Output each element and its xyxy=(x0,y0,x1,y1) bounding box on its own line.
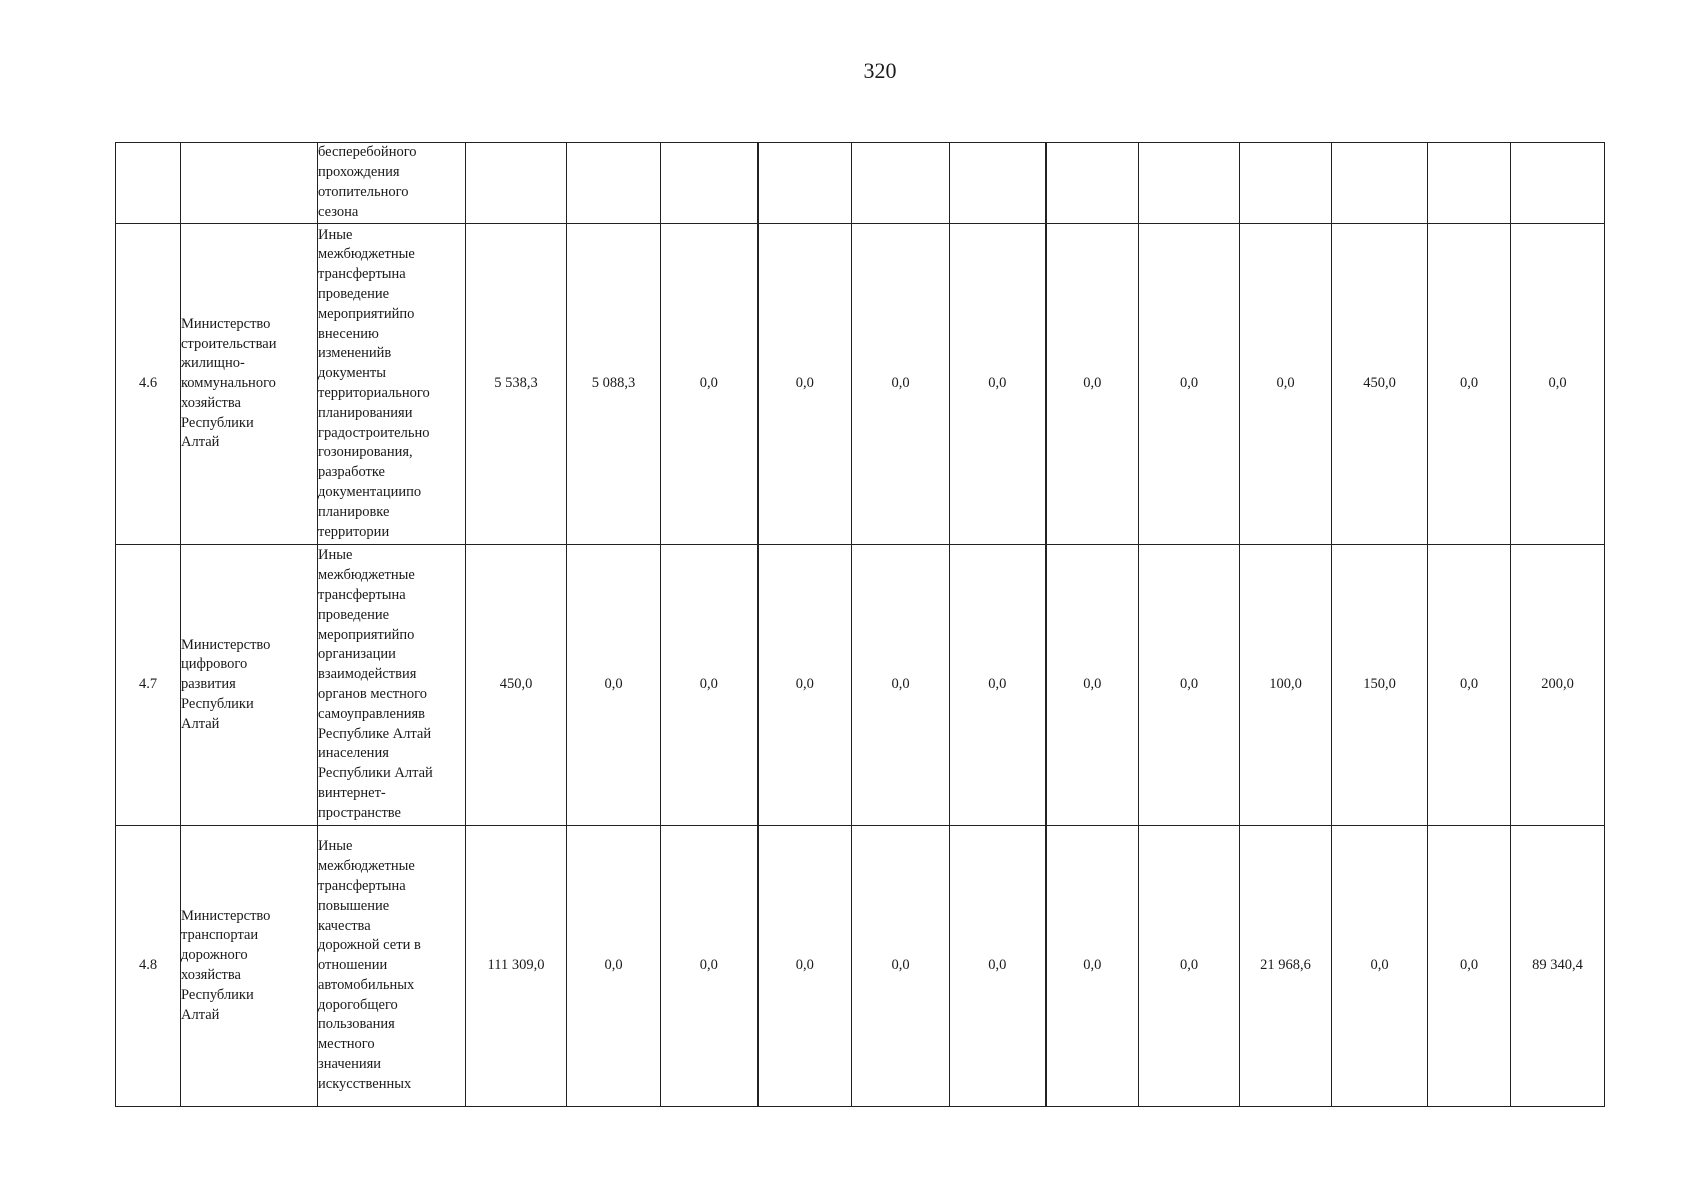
description-line: Республики Алтай xyxy=(318,765,433,782)
cell-id: 4.8 xyxy=(116,826,181,1107)
description-line: пространстве xyxy=(318,804,401,821)
description-line: бесперебойного xyxy=(318,144,417,161)
description-line: искусственных xyxy=(318,1075,412,1092)
cell-value: 0,0 xyxy=(1139,224,1240,545)
description-line: разработке xyxy=(318,464,385,481)
cell-value xyxy=(1139,143,1240,224)
cell-value: 0,0 xyxy=(1511,224,1605,545)
description-line: повышение xyxy=(318,897,390,914)
org-line: коммунального xyxy=(181,375,276,392)
description-line: прохождения xyxy=(318,164,400,181)
cell-description xyxy=(318,545,466,826)
cell-value: 0,0 xyxy=(950,224,1046,545)
description-line: Иные xyxy=(318,226,353,243)
description-line: внесению xyxy=(318,325,379,342)
cell-value: 5 538,3 xyxy=(466,224,567,545)
cell-value: 0,0 xyxy=(852,826,950,1107)
cell-value: 100,0 xyxy=(1240,545,1332,826)
org-line: Алтай xyxy=(181,1006,220,1023)
cell-org xyxy=(181,545,318,826)
cell-value: 0,0 xyxy=(852,224,950,545)
org-line: строительстваи xyxy=(181,335,277,352)
description-line: трансфертына xyxy=(318,266,406,283)
cell-value: 111 309,0 xyxy=(466,826,567,1107)
description-line: местного xyxy=(318,1036,375,1053)
cell-value: 0,0 xyxy=(852,545,950,826)
description-line: автомобильных xyxy=(318,976,415,993)
description-line: органов местного xyxy=(318,686,427,702)
cell-value xyxy=(1240,143,1332,224)
description-line: проведение xyxy=(318,606,390,623)
description-line: качества xyxy=(318,917,371,934)
cell-value: 5 088,3 xyxy=(567,224,661,545)
description-line: измененийв xyxy=(318,345,392,362)
cell-value: 0,0 xyxy=(1139,826,1240,1107)
page-number: 320 xyxy=(863,58,897,83)
cell-value: 0,0 xyxy=(661,545,758,826)
description-line: винтернет- xyxy=(318,784,386,801)
description-line: инаселения xyxy=(318,745,389,762)
cell-value xyxy=(950,143,1046,224)
cell-description xyxy=(318,224,466,545)
org-line: Министерство xyxy=(181,636,271,653)
org-line: Алтай xyxy=(181,715,220,732)
description-line: документациипо xyxy=(318,483,422,500)
cell-value: 0,0 xyxy=(758,224,852,545)
description-line: мероприятийпо xyxy=(318,305,415,322)
org-line: Министерство xyxy=(181,315,271,332)
org-line: хозяйства xyxy=(181,394,241,411)
description-line: трансфертына xyxy=(318,877,406,894)
description-line: дорожной сети в xyxy=(318,937,421,954)
cell-value: 0,0 xyxy=(1240,224,1332,545)
table-row-continuation xyxy=(116,143,1605,224)
org-line: транспортаи xyxy=(181,927,259,944)
cell-value xyxy=(466,143,567,224)
cell-id xyxy=(116,143,181,224)
cell-value xyxy=(1511,143,1605,224)
cell-value xyxy=(1428,143,1511,224)
description-line: сезона xyxy=(318,203,359,220)
description-line: межбюджетные xyxy=(318,567,415,584)
cell-value xyxy=(852,143,950,224)
description-line: межбюджетные xyxy=(318,246,415,263)
cell-value: 0,0 xyxy=(1046,545,1139,826)
table-row xyxy=(116,224,1605,545)
description-line: Иные xyxy=(318,547,353,564)
description-line: Республике Алтай xyxy=(318,725,432,742)
description-line: трансфертына xyxy=(318,587,406,604)
budget-table xyxy=(115,142,1605,1107)
description-line: отношении xyxy=(318,957,388,974)
cell-value: 0,0 xyxy=(661,826,758,1107)
cell-value: 0,0 xyxy=(661,224,758,545)
cell-org xyxy=(181,826,318,1107)
cell-value: 0,0 xyxy=(1046,826,1139,1107)
description-line: взаимодействия xyxy=(318,666,417,683)
cell-value: 0,0 xyxy=(567,826,661,1107)
org-line: дорожного xyxy=(181,947,248,964)
org-line: цифрового xyxy=(181,656,248,673)
cell-value xyxy=(661,143,758,224)
cell-value: 0,0 xyxy=(950,545,1046,826)
description-line: планировке xyxy=(318,503,390,520)
cell-value: 450,0 xyxy=(466,545,567,826)
cell-value: 21 968,6 xyxy=(1240,826,1332,1107)
org-line: жилищно- xyxy=(181,355,245,372)
description-line: организации xyxy=(318,646,396,663)
org-line: развития xyxy=(181,676,236,693)
cell-org xyxy=(181,224,318,545)
cell-value: 0,0 xyxy=(1139,545,1240,826)
cell-value: 450,0 xyxy=(1332,224,1428,545)
cell-value: 0,0 xyxy=(758,545,852,826)
cell-description xyxy=(318,826,466,1107)
description-line: планированияи xyxy=(318,404,413,421)
org-line: хозяйства xyxy=(181,967,241,983)
cell-id: 4.7 xyxy=(116,545,181,826)
cell-id: 4.6 xyxy=(116,224,181,545)
description-line: территориального xyxy=(318,385,430,401)
cell-value: 0,0 xyxy=(1332,826,1428,1107)
cell-value: 89 340,4 xyxy=(1511,826,1605,1107)
description-line: межбюджетные xyxy=(318,858,415,875)
description-line: дорогобщего xyxy=(318,996,398,1013)
cell-value: 0,0 xyxy=(1428,224,1511,545)
description-line: проведение xyxy=(318,286,390,303)
description-line: самоуправленияв xyxy=(318,705,425,722)
cell-value: 0,0 xyxy=(950,826,1046,1107)
cell-org xyxy=(181,143,318,224)
cell-value: 0,0 xyxy=(758,826,852,1107)
cell-value: 0,0 xyxy=(567,545,661,826)
cell-value xyxy=(758,143,852,224)
description-line: пользования xyxy=(318,1016,395,1033)
description-line: Иные xyxy=(318,838,353,855)
cell-value: 0,0 xyxy=(1046,224,1139,545)
org-line: Министерство xyxy=(181,907,271,924)
description-line: гозонирования, xyxy=(318,444,413,461)
description-line: документы xyxy=(318,365,386,382)
cell-description xyxy=(318,143,466,224)
cell-value xyxy=(1046,143,1139,224)
table-row xyxy=(116,545,1605,826)
org-line: Алтай xyxy=(181,434,220,451)
description-line: значенияи xyxy=(318,1056,382,1073)
table-row xyxy=(116,826,1605,1107)
description-line: отопительного xyxy=(318,184,409,200)
cell-value: 150,0 xyxy=(1332,545,1428,826)
description-line: территории xyxy=(318,523,390,540)
description-line: мероприятийпо xyxy=(318,626,415,643)
cell-value: 0,0 xyxy=(1428,826,1511,1107)
cell-value xyxy=(567,143,661,224)
cell-value xyxy=(1332,143,1428,224)
org-line: Республики xyxy=(181,414,254,431)
org-line: Республики xyxy=(181,986,254,1003)
org-line: Республики xyxy=(181,695,254,712)
description-line: градостроительно xyxy=(318,424,430,441)
cell-value: 200,0 xyxy=(1511,545,1605,826)
cell-value: 0,0 xyxy=(1428,545,1511,826)
